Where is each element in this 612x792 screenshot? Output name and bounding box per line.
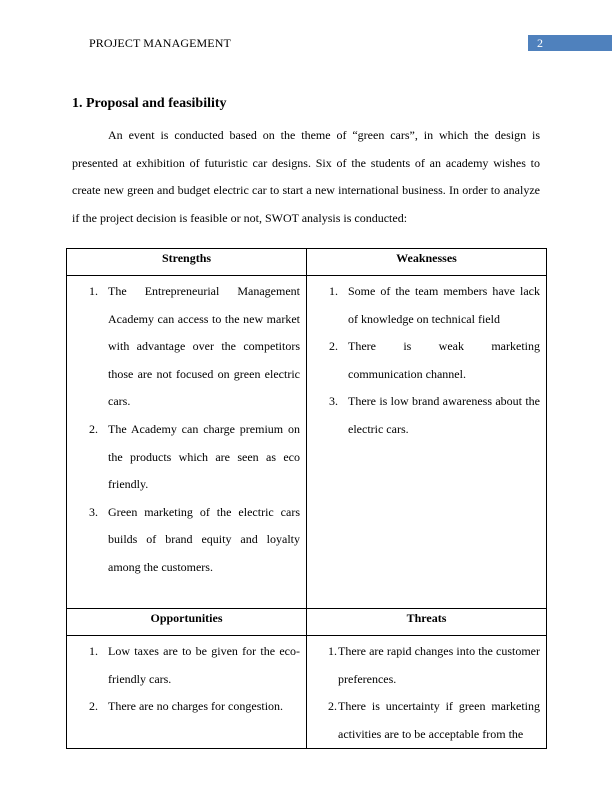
opportunities-cell <box>67 636 307 749</box>
list-item: 2. There is weak marketing communication channel. <box>329 339 540 381</box>
page-number: 2 <box>537 36 543 50</box>
weaknesses-cell <box>307 276 547 609</box>
list-item: 1. The Entrepreneurial Management Academy can access to the new market with advantage over the competitors those are not focused on green electric cars. <box>89 284 300 409</box>
list-item: 2. The Academy can charge premium on the products which are seen as eco friendly. <box>89 421 300 492</box>
list-item: 1. There are rapid changes into the customer preferences. <box>328 644 540 686</box>
list-item: 3. There is low brand awareness about the electric cars. <box>329 394 540 436</box>
swot-table <box>66 248 547 749</box>
list-item: 2. There is uncertainty if green marketing activities are to be acceptable from the <box>328 699 540 741</box>
section-heading: 1. Proposal and feasibility <box>72 96 227 111</box>
opportunities-header: Opportunities <box>67 609 307 636</box>
list-item: 2. There are no charges for congestion. <box>89 699 284 714</box>
running-title: PROJECT MANAGEMENT <box>89 36 231 50</box>
threats-cell <box>307 636 547 749</box>
page-number-box <box>528 35 612 51</box>
intro-paragraph: An event is conducted based on the theme of “green cars”, in which the design is presented at exhibition of futuristic car designs. Six of the students of an academy wishes to create new green and budget electric car to start a new international business. In order to analyze if the project decision is feasible or not, SWOT analysis is conducted: <box>72 128 540 225</box>
list-item: 1. Low taxes are to be given for the eco-friendly cars. <box>89 644 300 686</box>
weaknesses-header: Weaknesses <box>307 249 547 276</box>
strengths-cell <box>67 276 307 609</box>
list-item: 3. Green marketing of the electric cars builds of brand equity and loyalty among the customers. <box>89 504 300 574</box>
list-item: 1. Some of the team members have lack of knowledge on technical field <box>329 284 540 326</box>
threats-header: Threats <box>307 609 547 636</box>
strengths-header: Strengths <box>67 249 307 276</box>
